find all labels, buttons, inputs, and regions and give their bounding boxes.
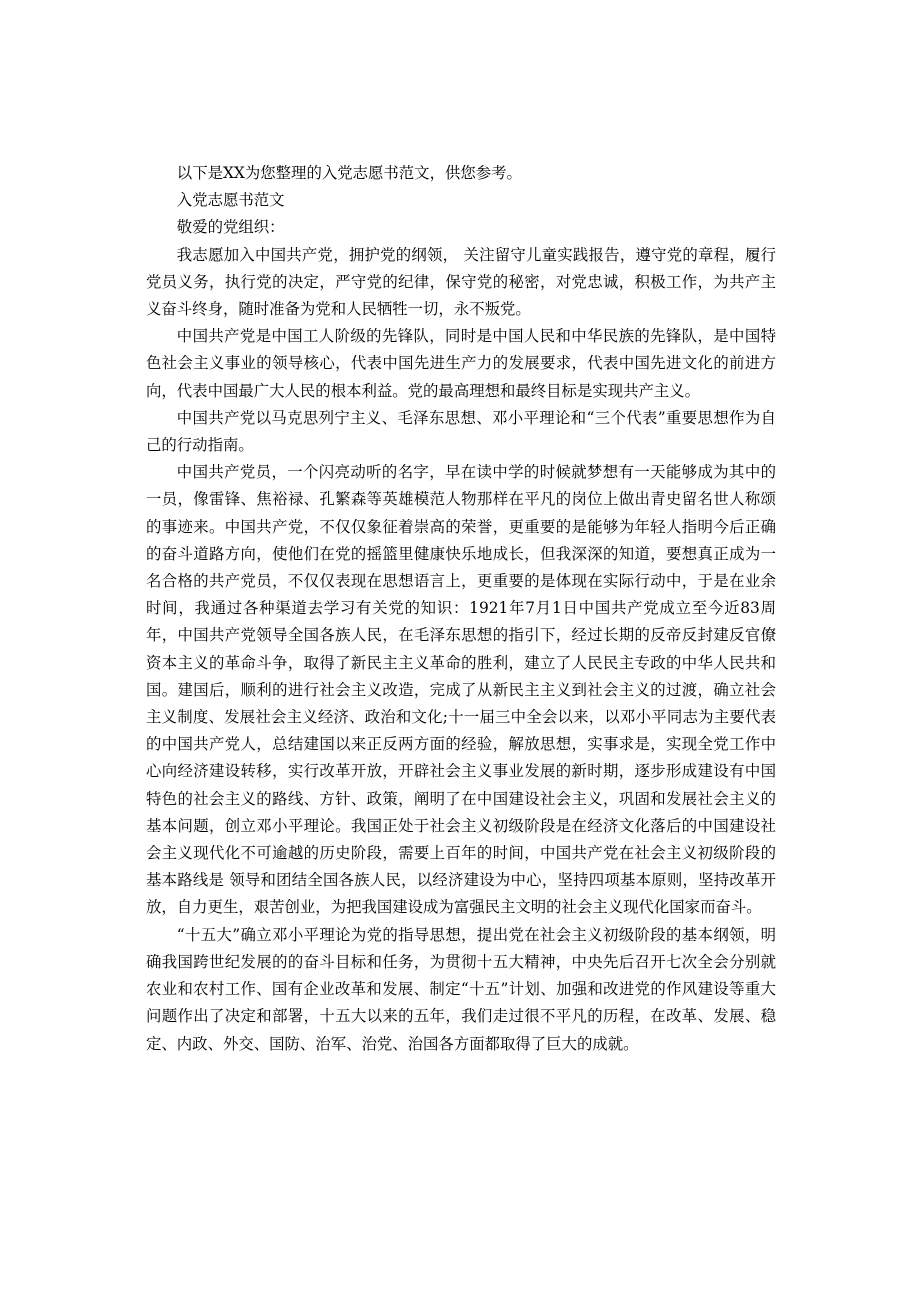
paragraph-party-nature: 中国共产党是中国工人阶级的先锋队，同时是中国人民和中华民族的先锋队，是中国特色社会主义事业的领导核心，代表中国先进生产力的发展要求，代表中国先进文化的前进方向，代表中国最广大人民的根本利益。党的最高理想和最终目标是实现共产主义。: [146, 327, 776, 400]
salutation: 敬爱的党组织：: [176, 218, 285, 237]
document-heading: 入党志愿书范文: [176, 191, 285, 210]
paragraph-personal-aspiration: 中国共产党员，一个闪亮动听的名字，早在读中学的时候就梦想有一天能够成为其中的一员，像雷锋、焦裕禄、孔繁森等英雄模范人物那样在平凡的岗位上做出青史留名世人称颂的事迹来。中国共产党，不仅仅象征着崇高的荣誉，更重要的是能够为年轻人指明今后正确的奋斗道路方向，使他们在党的摇篮里健康快乐地成长，但我深深的知道，要想真正成为一名合格的共产党员，不仅仅表现在思想语言上，更重要的是体现在实际行动中，于是在业余时间，我通过各种渠道去学习有关党的知识：1921年7月1日中国共产党成立至今近83周年，中国共产党领导全国各族人民，在毛泽东思想的指引下，经过长期的反帝反封建反官僚资本主义的革命斗争，取得了新民主主义革命的胜利，建立了人民民主专政的中华人民共和国。建国后，顺利的进行社会主义改造，完成了从新民主主义到社会主义的过渡，确立社会主义制度、发展社会主义经济、政治和文化;十一届三中全会以来，以邓小平同志为主要代表的中国共产党人，总结建国以来正反两方面的经验，解放思想，实事求是，实现全党工作中心向经济建设转移，实行改革开放，开辟社会主义事业发展的新时期，逐步形成建设有中国特色的社会主义的路线、方针、政策，阐明了在中国建设社会主义，巩固和发展社会主义的基本问题，创立邓小平理论。我国正处于社会主义初级阶段是在经济文化落后的中国建设社会主义现代化不可逾越的历史阶段，需要上百年的时间，中国共产党在社会主义初级阶段的基本路线是 领导和团结全国各族人民，以经济建设为中心，坚持四项基本原则，坚持改革开放，自力更生，艰苦创业，为把我国建设成为富强民主文明的社会主义现代化国家而奋斗。: [146, 463, 776, 917]
intro-line: 以下是XX为您整理的入党志愿书范文，供您参考。: [176, 164, 522, 182]
paragraph-fifteenth-congress: “十五大”确立邓小平理论为党的指导思想，提出党在社会主义初级阶段的基本纲领，明确我国跨世纪发展的的奋斗目标和任务，为贯彻十五大精神，中央先后召开七次全会分别就农业和农村工作、国有企业改革和发展、制定“十五”计划、加强和改进党的作风建设等重大问题作出了决定和部署，十五大以来的五年，我们走过很不平凡的历程，在改革、发展、稳定、内政、外交、国防、治军、治党、治国各方面都取得了巨大的成就。: [146, 925, 776, 1053]
paragraph-guiding-ideology: 中国共产党以马克思列宁主义、毛泽东思想、邓小平理论和“三个代表”重要思想作为自己的行动指南。: [146, 408, 776, 455]
document-body: [146, 160, 776, 1058]
paragraph-pledge: 我志愿加入中国共产党，拥护党的纲领， 关注留守儿童实践报告，遵守党的章程，履行党员义务，执行党的决定，严守党的纪律，保守党的秘密，对党忠诚，积极工作，为共产主义奋斗终身，随时准备为党和人民牺牲一切，永不叛党。: [146, 245, 776, 319]
